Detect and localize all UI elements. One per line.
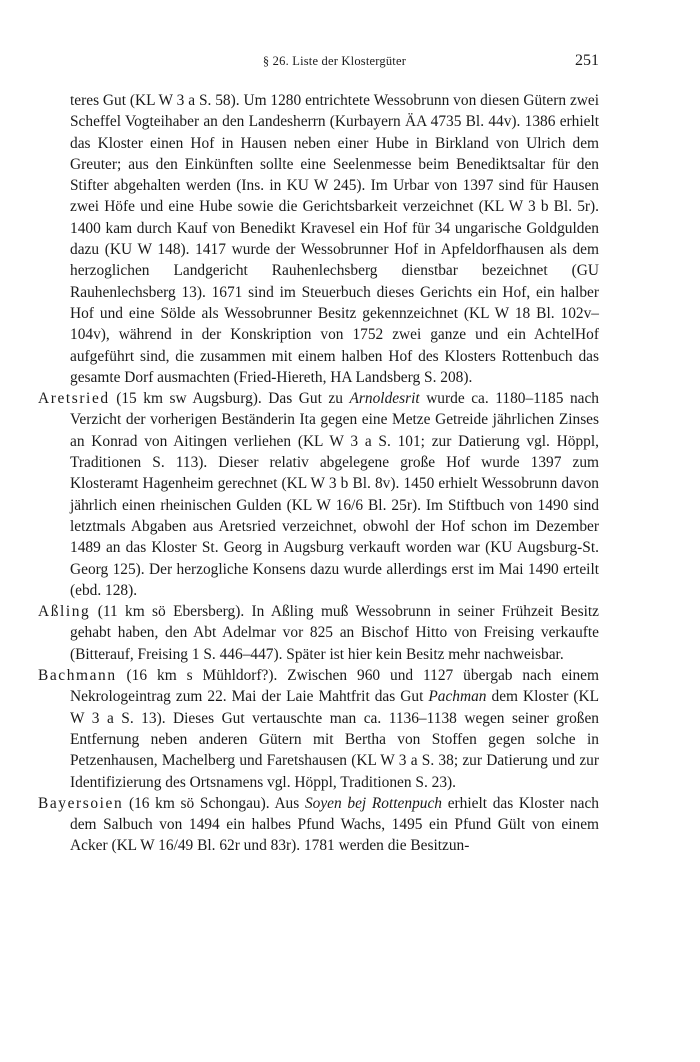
- entry-text: (11 km sö Ebersberg). In Aßling muß Wessobrunn in seiner Frühzeit Besitz gehabt haben, den Abt Adelmar vor 825 an Bischof Hitto von Freising verkaufte (Bitterauf, Freising 1 S. 446–447). Später ist hier kein Besitz mehr nachweisbar.: [70, 603, 599, 663]
- entry-assling: [38, 601, 599, 665]
- intro-paragraph: teres Gut (KL W 3 a S. 58). Um 1280 entrichtete Wessobrunn von diesen Gütern zwei Scheffel Vogteihaber an den Landesherrn (Kurbayern ÄA 4735 Bl. 44v). 1386 erhielt das Kloster einen Hof in Hausen neben einer Hube in Birkland von Ulrich dem Greuter; aus den Einkünften sollte eine Seelenmesse beim Benediktsaltar für den Stifter abgehalten werden (Ins. in KU W 245). Im Urbar von 1397 sind für Hausen zwei Höfe und eine Hube sowie die Gerichtsbarkeit verzeichnet (KL W 3 b Bl. 5r). 1400 kam durch Kauf von Benedikt Kravesel ein Hof für 34 ungarische Goldgulden dazu (KU W 148). 1417 wurde der Wessobrunner Hof in Apfeldorfhausen als dem herzoglichen Landgericht Rauhenlechsberg dienstbar bezeichnet (GU Rauhenlechsberg 13). 1671 sind im Steuerbuch dieses Gerichts ein Hof, ein halber Hof und eine Sölde als Wessobrunner Besitz gekennzeichnet (KL W 18 Bl. 102v–104v), während in der Konskription von 1752 zwei ganze und ein AchtelHof aufgeführt sind, die zusammen mit einem halben Hof des Klosters Rottenbuch das gesamte Dorf ausmachten (Fried-Hiereth, HA Landsberg S. 208).: [70, 92, 599, 386]
- entry-aretsried: [38, 388, 599, 601]
- entry-italic-name: Arnoldesrit: [349, 390, 420, 408]
- entry-text: (16 km s Mühldorf?). Zwischen 960 und 1127 übergab nach einem Nekrologeintrag zum 22. Mai der Laie Mahtfrit das Gut: [70, 667, 599, 706]
- entry-italic-name: Soyen bej Rottenpuch: [304, 794, 442, 812]
- entry-place-name: Bachmann: [38, 667, 117, 685]
- running-title: § 26. Liste der Klostergüter: [262, 54, 407, 68]
- entry-bayersoien: [38, 793, 599, 857]
- entry-text: (16 km sö Schongau). Aus: [123, 794, 305, 812]
- entry-text: erhielt das Kloster nach dem Salbuch von 1494 ein halbes Pfund Wachs, 1495 ein Pfund Gült von einem Acker (KL W 16/49 Bl. 62r und 83r). 1781 werden die Besitzun-: [70, 794, 599, 855]
- entry-place-name: Aretsried: [38, 390, 110, 408]
- running-head: [70, 52, 599, 76]
- entry-bachmann: [38, 665, 599, 793]
- entry-text: wurde ca. 1180–1185 nach Verzicht der vorherigen Beständerin Ita gegen eine Metze Getreide jährlichen Zinses an Konrad von Aitingen verliehen (KL W 3 a S. 101; zur Datierung vgl. Höppl, Traditionen S. 113). Dieser relativ abgelegene große Hof wurde 1397 zum Klosteramt Hagenheim gerechnet (KL W 3 b Bl. 8v). 1450 erhielt Wessobrunn davon jährlich einen rheinischen Gulden (KL W 16/6 Bl. 25r). Im Stiftbuch von 1490 sind letztmals Abgaben aus Aretsried verzeichnet, obwohl der Hof schon im Dezember 1489 an das Kloster St. Georg in Augsburg verkauft worden war (KU Augsburg-St. Georg 125). Der herzogliche Konsens dazu wurde allerdings erst im Mai 1490 erteilt (ebd. 128).: [70, 390, 600, 599]
- entry-italic-name: Pachman: [428, 688, 487, 706]
- page-number: 251: [575, 52, 599, 69]
- body-text: [38, 90, 599, 857]
- entry-text: (15 km sw Augsburg). Das Gut zu: [109, 390, 350, 408]
- entry-place-name: Aßling: [38, 603, 91, 621]
- entry-text: dem Kloster (KL W 3 a S. 13). Dieses Gut vertauschte man ca. 1136–1138 wegen seiner großen Entfernung neben anderen Gütern mit Bertha von Stoffen gegen solche in Petzenhausen, Machelberg und Faretshausen (KL W 3 a S. 38; zur Datierung und zur Identifizierung des Ortsnamens vgl. Höppl, Traditionen S. 23).: [70, 688, 599, 791]
- entry-place-name: Bayersoien: [38, 794, 124, 812]
